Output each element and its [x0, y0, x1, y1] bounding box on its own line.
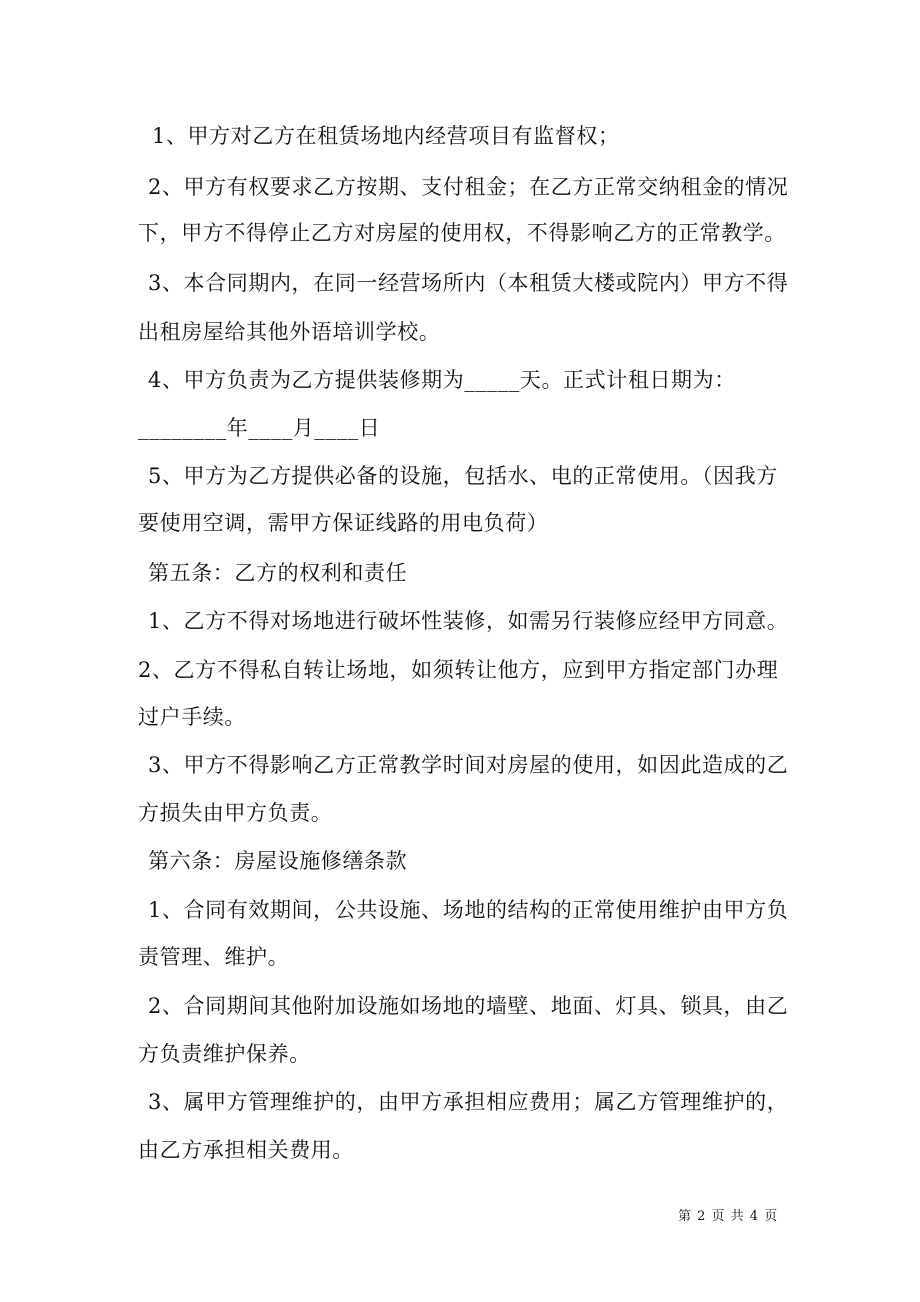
section-heading: 第五条：乙方的权利和责任: [148, 561, 408, 585]
clause-line: 1、合同有效期间，公共设施、场地的结构的正常使用维护由甲方负: [148, 898, 789, 922]
clause-line: 5、甲方为乙方提供必备的设施，包括水、电的正常使用。（因我方: [148, 464, 778, 488]
clause-line: 3、甲方不得影响乙方正常教学时间对房屋的使用，如因此造成的乙: [148, 753, 789, 777]
page-number: 第 2 页 共 4 页: [678, 1209, 779, 1224]
clause-line: 下，甲方不得停止乙方对房屋的使用权，不得影响乙方的正常教学。: [138, 221, 786, 245]
clause-line: 责管理、维护。: [138, 945, 290, 969]
clause-line: 要使用空调，需甲方保证线路的用电负荷）: [138, 511, 549, 535]
clause-line: 出租房屋给其他外语培训学校。: [138, 320, 441, 344]
clause-line: 由乙方承担相关费用。: [138, 1138, 354, 1162]
section-heading: 第六条：房屋设施修缮条款: [148, 849, 408, 873]
clause-line: 3、属甲方管理维护的，由甲方承担相应费用；属乙方管理维护的，: [148, 1090, 789, 1114]
clause-line: 1、甲方对乙方在租赁场地内经营项目有监督权；: [152, 124, 620, 148]
clause-line: ________年____月____日: [138, 416, 381, 440]
clause-line: 2、合同期间其他附加设施如场地的墙壁、地面、灯具、锁具，由乙: [148, 994, 789, 1018]
clause-line: 2、乙方不得私自转让场地，如须转让他方，应到甲方指定部门办理: [138, 658, 779, 682]
clause-line: 过户手续。: [138, 705, 246, 729]
clause-line: 3、本合同期内，在同一经营场所内（本租赁大楼或院内）甲方不得: [148, 271, 789, 295]
clause-line: 方负责维护保养。: [138, 1042, 311, 1066]
clause-line: 方损失由甲方负责。: [138, 801, 333, 825]
clause-line: 4、甲方负责为乙方提供装修期为_____天。正式计租日期为：: [148, 368, 736, 392]
clause-line: 2、甲方有权要求乙方按期、支付租金；在乙方正常交纳租金的情况: [148, 175, 789, 199]
clause-line: 1、乙方不得对场地进行破坏性装修，如需另行装修应经甲方同意。: [148, 609, 789, 633]
